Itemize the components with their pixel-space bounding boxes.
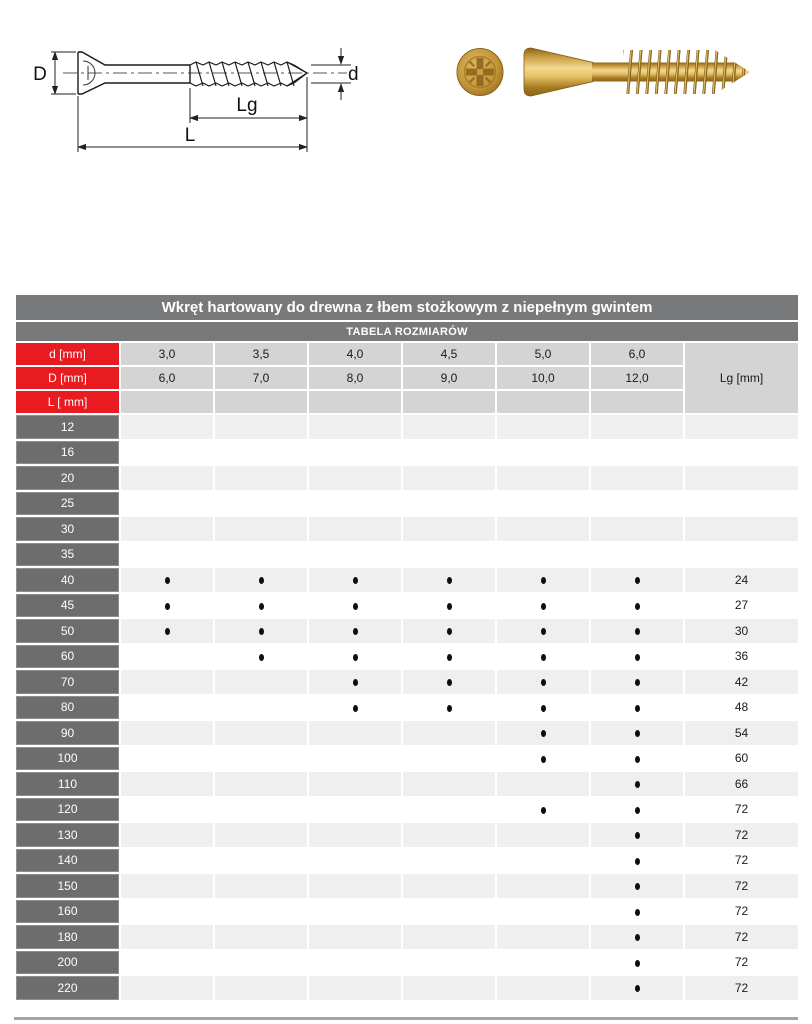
dim-label-L: L	[184, 125, 196, 146]
lg-value	[684, 542, 799, 568]
availability-cell	[496, 822, 590, 848]
lg-value	[684, 414, 799, 440]
availability-cell	[308, 797, 402, 823]
table-row	[15, 848, 799, 874]
availability-dot	[541, 628, 546, 635]
availability-cell	[402, 899, 496, 925]
table-row	[15, 593, 799, 619]
availability-cell	[402, 516, 496, 542]
availability-cell	[496, 924, 590, 950]
availability-cell	[214, 924, 308, 950]
availability-cell	[496, 465, 590, 491]
availability-cell	[402, 975, 496, 1001]
availability-dot	[353, 705, 358, 712]
availability-cell	[214, 950, 308, 976]
row-length-label: 180	[15, 924, 120, 950]
lg-value: 66	[684, 771, 799, 797]
availability-cell	[120, 873, 214, 899]
availability-cell	[402, 440, 496, 466]
availability-cell	[120, 848, 214, 874]
availability-cell	[496, 873, 590, 899]
table-row	[15, 797, 799, 823]
availability-cell	[402, 491, 496, 517]
table-row	[15, 873, 799, 899]
table-row	[15, 516, 799, 542]
availability-cell	[590, 618, 684, 644]
availability-cell	[120, 695, 214, 721]
availability-cell	[496, 618, 590, 644]
availability-cell	[590, 848, 684, 874]
table-row	[15, 822, 799, 848]
availability-cell	[402, 746, 496, 772]
lg-value: 72	[684, 822, 799, 848]
availability-cell	[496, 771, 590, 797]
table-row	[15, 440, 799, 466]
row-length-label: 220	[15, 975, 120, 1001]
availability-dot	[447, 654, 452, 661]
availability-cell	[402, 797, 496, 823]
header-empty-cell	[402, 390, 496, 414]
availability-dot	[165, 577, 170, 584]
availability-dot	[353, 603, 358, 610]
availability-cell	[214, 516, 308, 542]
availability-cell	[308, 899, 402, 925]
row-length-label: 90	[15, 720, 120, 746]
availability-cell	[590, 695, 684, 721]
availability-cell	[402, 618, 496, 644]
availability-cell	[120, 899, 214, 925]
availability-dot	[635, 756, 640, 763]
availability-dot	[259, 654, 264, 661]
availability-cell	[214, 746, 308, 772]
lg-value: 72	[684, 873, 799, 899]
table-row	[15, 669, 799, 695]
availability-cell	[402, 695, 496, 721]
lg-value: 72	[684, 924, 799, 950]
availability-cell	[120, 746, 214, 772]
availability-dot	[635, 934, 640, 941]
row-length-label: 150	[15, 873, 120, 899]
header-d-value: 4,5	[402, 342, 496, 366]
lg-value: 27	[684, 593, 799, 619]
header-empty-cell	[496, 390, 590, 414]
availability-cell	[590, 491, 684, 517]
availability-cell	[590, 465, 684, 491]
availability-dot	[353, 577, 358, 584]
availability-cell	[590, 975, 684, 1001]
lg-value	[684, 465, 799, 491]
availability-cell	[496, 644, 590, 670]
availability-dot	[541, 807, 546, 814]
availability-cell	[120, 797, 214, 823]
availability-cell	[496, 542, 590, 568]
row-length-label: 40	[15, 567, 120, 593]
lg-value: 30	[684, 618, 799, 644]
availability-cell	[496, 516, 590, 542]
availability-cell	[214, 414, 308, 440]
availability-cell	[214, 567, 308, 593]
availability-cell	[308, 440, 402, 466]
table-row	[15, 542, 799, 568]
table-row	[15, 950, 799, 976]
availability-cell	[402, 593, 496, 619]
availability-cell	[496, 593, 590, 619]
availability-dot	[635, 577, 640, 584]
availability-dot	[447, 577, 452, 584]
availability-cell	[590, 797, 684, 823]
availability-cell	[496, 899, 590, 925]
availability-cell	[214, 618, 308, 644]
availability-cell	[590, 440, 684, 466]
availability-cell	[402, 567, 496, 593]
availability-cell	[590, 593, 684, 619]
table-row	[15, 746, 799, 772]
availability-cell	[120, 822, 214, 848]
availability-cell	[214, 720, 308, 746]
lg-value: 72	[684, 797, 799, 823]
availability-cell	[214, 669, 308, 695]
availability-cell	[214, 593, 308, 619]
availability-cell	[120, 465, 214, 491]
availability-cell	[590, 644, 684, 670]
table-row	[15, 924, 799, 950]
table-row	[15, 975, 799, 1001]
table-row	[15, 567, 799, 593]
table-row	[15, 491, 799, 517]
availability-cell	[120, 771, 214, 797]
availability-dot	[635, 960, 640, 967]
availability-cell	[214, 542, 308, 568]
header-empty-cell	[214, 390, 308, 414]
availability-cell	[496, 950, 590, 976]
row-length-label: 140	[15, 848, 120, 874]
availability-cell	[496, 797, 590, 823]
availability-cell	[308, 414, 402, 440]
row-length-label: 60	[15, 644, 120, 670]
availability-dot	[635, 654, 640, 661]
availability-cell	[308, 618, 402, 644]
row-length-label: 16	[15, 440, 120, 466]
availability-cell	[496, 440, 590, 466]
screw-head-top-view	[457, 49, 503, 96]
header-empty-cell	[120, 390, 214, 414]
availability-dot	[635, 628, 640, 635]
availability-cell	[590, 516, 684, 542]
availability-dot	[635, 705, 640, 712]
availability-cell	[402, 720, 496, 746]
availability-cell	[308, 873, 402, 899]
header-d-value: 5,0	[496, 342, 590, 366]
availability-cell	[496, 491, 590, 517]
lg-value	[684, 440, 799, 466]
table-row	[15, 720, 799, 746]
lg-value: 42	[684, 669, 799, 695]
lg-value: 60	[684, 746, 799, 772]
availability-dot	[259, 628, 264, 635]
row-length-label: 20	[15, 465, 120, 491]
header-d-value: 4,0	[308, 342, 402, 366]
table-row	[15, 414, 799, 440]
availability-dot	[447, 705, 452, 712]
header-d-value: 3,5	[214, 342, 308, 366]
availability-cell	[120, 618, 214, 644]
availability-cell	[496, 567, 590, 593]
availability-cell	[590, 822, 684, 848]
table-row	[15, 899, 799, 925]
availability-cell	[308, 720, 402, 746]
availability-cell	[590, 669, 684, 695]
availability-cell	[120, 414, 214, 440]
availability-cell	[402, 848, 496, 874]
availability-cell	[120, 720, 214, 746]
table-subtitle: TABELA ROZMIARÓW	[15, 321, 799, 342]
row-length-label: 35	[15, 542, 120, 568]
header-D-label: D [mm]	[15, 366, 120, 390]
availability-dot	[165, 603, 170, 610]
availability-dot	[259, 603, 264, 610]
table-row	[15, 771, 799, 797]
availability-cell	[590, 720, 684, 746]
availability-cell	[308, 593, 402, 619]
availability-cell	[590, 873, 684, 899]
availability-cell	[590, 567, 684, 593]
availability-dot	[541, 756, 546, 763]
availability-cell	[402, 822, 496, 848]
dim-label-d: d	[348, 64, 359, 85]
availability-cell	[214, 644, 308, 670]
header-D-value: 8,0	[308, 366, 402, 390]
row-length-label: 100	[15, 746, 120, 772]
header-d-value: 6,0	[590, 342, 684, 366]
availability-cell	[214, 465, 308, 491]
availability-dot	[635, 909, 640, 916]
availability-dot	[635, 730, 640, 737]
screw-dimension-diagram	[15, 30, 365, 160]
header-d-label: d [mm]	[15, 342, 120, 366]
row-length-label: 45	[15, 593, 120, 619]
availability-dot	[541, 705, 546, 712]
lg-value: 24	[684, 567, 799, 593]
row-length-label: 80	[15, 695, 120, 721]
availability-cell	[308, 465, 402, 491]
availability-cell	[308, 516, 402, 542]
availability-cell	[590, 771, 684, 797]
availability-cell	[308, 695, 402, 721]
availability-cell	[120, 669, 214, 695]
availability-dot	[635, 858, 640, 865]
header-D-value: 6,0	[120, 366, 214, 390]
availability-cell	[496, 669, 590, 695]
availability-cell	[496, 695, 590, 721]
availability-dot	[541, 577, 546, 584]
availability-cell	[402, 873, 496, 899]
header-D-value: 9,0	[402, 366, 496, 390]
availability-cell	[214, 899, 308, 925]
availability-cell	[402, 669, 496, 695]
availability-cell	[120, 593, 214, 619]
availability-cell	[402, 771, 496, 797]
table-row	[15, 465, 799, 491]
availability-cell	[402, 465, 496, 491]
availability-cell	[590, 899, 684, 925]
size-table	[14, 293, 800, 1002]
table-row	[15, 644, 799, 670]
row-length-label: 30	[15, 516, 120, 542]
table-bottom-border	[14, 1017, 798, 1020]
availability-dot	[447, 603, 452, 610]
availability-dot	[541, 730, 546, 737]
availability-dot	[353, 654, 358, 661]
availability-cell	[402, 414, 496, 440]
availability-cell	[214, 695, 308, 721]
availability-cell	[590, 924, 684, 950]
availability-cell	[590, 950, 684, 976]
availability-cell	[308, 975, 402, 1001]
availability-cell	[496, 720, 590, 746]
availability-cell	[120, 975, 214, 1001]
availability-dot	[635, 807, 640, 814]
dim-label-D: D	[33, 64, 47, 85]
availability-dot	[635, 679, 640, 686]
availability-dot	[635, 883, 640, 890]
table-title: Wkręt hartowany do drewna z łbem stożkowym z niepełnym gwintem	[15, 294, 799, 321]
availability-cell	[402, 924, 496, 950]
header-lg-label: Lg [mm]	[684, 342, 799, 414]
availability-cell	[308, 924, 402, 950]
availability-cell	[214, 873, 308, 899]
row-length-label: 200	[15, 950, 120, 976]
availability-cell	[496, 848, 590, 874]
availability-cell	[214, 797, 308, 823]
lg-value: 72	[684, 950, 799, 976]
thread-profile	[190, 62, 307, 86]
availability-dot	[353, 628, 358, 635]
availability-cell	[402, 644, 496, 670]
lg-value: 72	[684, 848, 799, 874]
row-length-label: 120	[15, 797, 120, 823]
row-length-label: 160	[15, 899, 120, 925]
availability-cell	[308, 746, 402, 772]
availability-cell	[120, 542, 214, 568]
availability-dot	[541, 679, 546, 686]
availability-cell	[308, 771, 402, 797]
availability-cell	[308, 822, 402, 848]
availability-dot	[541, 654, 546, 661]
screw-side-view	[524, 48, 750, 96]
header-L-label: L [ mm]	[15, 390, 120, 414]
lg-value: 48	[684, 695, 799, 721]
availability-cell	[496, 975, 590, 1001]
availability-dot	[635, 781, 640, 788]
availability-cell	[308, 669, 402, 695]
availability-cell	[214, 848, 308, 874]
row-length-label: 70	[15, 669, 120, 695]
row-length-label: 110	[15, 771, 120, 797]
table-row	[15, 695, 799, 721]
availability-cell	[590, 746, 684, 772]
availability-cell	[120, 644, 214, 670]
table-row	[15, 618, 799, 644]
row-length-label: 50	[15, 618, 120, 644]
row-length-label: 25	[15, 491, 120, 517]
availability-cell	[308, 644, 402, 670]
lg-value: 72	[684, 975, 799, 1001]
lg-value	[684, 516, 799, 542]
header-D-value: 10,0	[496, 366, 590, 390]
header-D-value: 12,0	[590, 366, 684, 390]
header-d-value: 3,0	[120, 342, 214, 366]
availability-cell	[214, 491, 308, 517]
availability-cell	[120, 491, 214, 517]
availability-cell	[120, 950, 214, 976]
availability-cell	[120, 567, 214, 593]
availability-cell	[590, 542, 684, 568]
availability-dot	[635, 832, 640, 839]
availability-cell	[308, 491, 402, 517]
header-empty-cell	[308, 390, 402, 414]
availability-cell	[120, 924, 214, 950]
availability-cell	[308, 542, 402, 568]
availability-cell	[496, 414, 590, 440]
availability-cell	[308, 567, 402, 593]
row-length-label: 130	[15, 822, 120, 848]
header-empty-cell	[590, 390, 684, 414]
lg-value: 72	[684, 899, 799, 925]
screw-product-photo	[445, 38, 765, 108]
availability-cell	[214, 771, 308, 797]
availability-cell	[402, 950, 496, 976]
availability-dot	[635, 985, 640, 992]
availability-cell	[120, 516, 214, 542]
availability-dot	[635, 603, 640, 610]
availability-dot	[259, 577, 264, 584]
availability-cell	[214, 822, 308, 848]
availability-cell	[214, 440, 308, 466]
header-D-value: 7,0	[214, 366, 308, 390]
lg-value: 54	[684, 720, 799, 746]
availability-dot	[541, 603, 546, 610]
availability-dot	[165, 628, 170, 635]
availability-dot	[447, 628, 452, 635]
availability-dot	[353, 679, 358, 686]
lg-value	[684, 491, 799, 517]
size-table-body	[15, 414, 799, 1001]
availability-dot	[447, 679, 452, 686]
availability-cell	[402, 542, 496, 568]
size-table-head	[15, 294, 799, 414]
availability-cell	[308, 950, 402, 976]
availability-cell	[590, 414, 684, 440]
lg-value: 36	[684, 644, 799, 670]
dim-label-Lg: Lg	[236, 95, 258, 116]
availability-cell	[496, 746, 590, 772]
availability-cell	[120, 440, 214, 466]
row-length-label: 12	[15, 414, 120, 440]
availability-cell	[308, 848, 402, 874]
availability-cell	[214, 975, 308, 1001]
